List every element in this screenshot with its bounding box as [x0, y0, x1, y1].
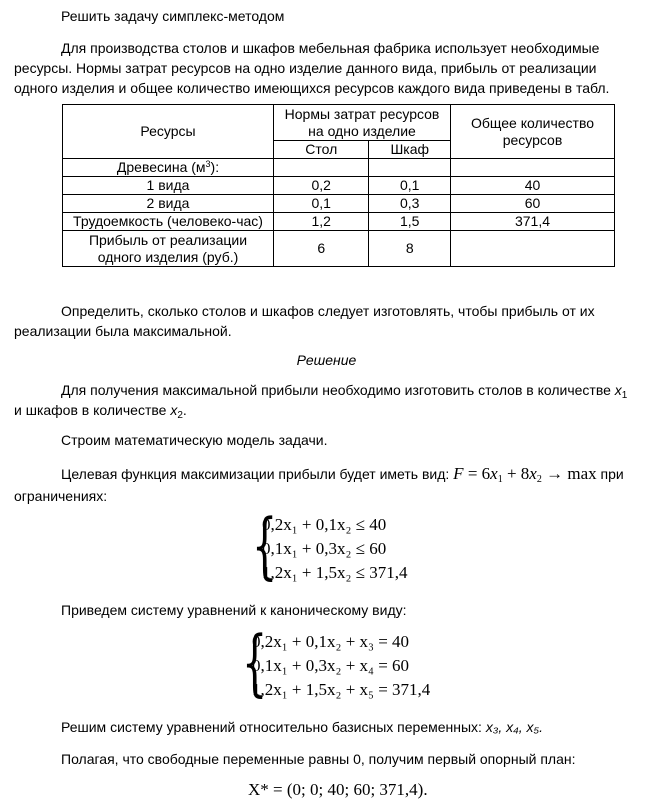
- canonical-text: Приведем систему уравнений к каноническому виду:: [61, 602, 407, 618]
- table-row: 2 вида 0,1 0,3 60: [63, 195, 615, 213]
- wood-label: Древесина $(м^3)$:: [63, 159, 274, 177]
- table-row: 1 вида 0,2 0,1 40: [63, 177, 615, 195]
- brace-icon: {: [242, 620, 268, 704]
- plan-formula: X* = (0; 0; 40; 60; 371,4).: [248, 780, 428, 799]
- solution-heading: Решение: [296, 352, 357, 368]
- constraints-system: { 0,2x₁ + 0,1x₂ ≤ 40 0,1x₁ + 0,3x₂ ≤ 60 1,2x₁ + 1,5x₂ ≤ 371,4: [252, 503, 408, 587]
- free-vars-line: Полагая, что свободные переменные равны 0, получим первый опорный план:: [61, 751, 576, 767]
- basis-line: Решим систему уравнений относительно базисных переменных: x₃, x₄, x₅.: [61, 719, 544, 735]
- objective-line: Целевая функция максимизации прибыли будет иметь вид: $F = 6x_1 + 8x_2 \to \max$ при: [61, 464, 624, 485]
- objective-formula: $F = 6x_1 + 8x_2 \to \max$: [453, 464, 597, 485]
- intro-paragraph: Для производства столов и шкафов мебельная фабрика использует необходимые ресурсы. Нормы затрат ресурсов на одно изделие данного вида, прибыль от реализации одного изделия и общее количество имеющихся ресурсов каждого вида приведены в табл.: [14, 40, 610, 96]
- header-total: Общее количество ресурсов: [451, 105, 615, 159]
- table-row: Прибыль от реализации одного изделия (руб.) 6 8: [63, 231, 615, 267]
- header-resources: Ресурсы: [63, 105, 274, 159]
- constraints-word: ограничениях:: [14, 488, 108, 504]
- resources-table: [62, 104, 615, 267]
- solution-paragraph: Для получения максимальной прибыли необходимо изготовить столов в количестве $x_1$ и шкафов в количестве $x_2$.: [14, 382, 628, 421]
- canonical-system: { 0,2x₁ + 0,1x₂ + x₃ = 40 0,1x₁ + 0,3x₂ + x₄ = 60 1,2x₁ + 1,5x₂ + x₅ = 371,4: [242, 620, 431, 704]
- task-title: Решить задачу симплекс-методом: [61, 8, 285, 24]
- header-shkaf: Шкаф: [369, 141, 451, 159]
- header-norms: Нормы затрат ресурсов на одно изделие: [274, 105, 451, 141]
- table-row: Трудоемкость (человеко-час) 1,2 1,5 371,4: [63, 213, 615, 231]
- brace-icon: {: [252, 503, 278, 587]
- model-line: Строим математическую модель задачи.: [61, 432, 328, 448]
- header-stol: Стол: [274, 141, 369, 159]
- question-paragraph: Определить, сколько столов и шкафов следует изготовлять, чтобы прибыль от их реализации была максимальной.: [14, 303, 595, 339]
